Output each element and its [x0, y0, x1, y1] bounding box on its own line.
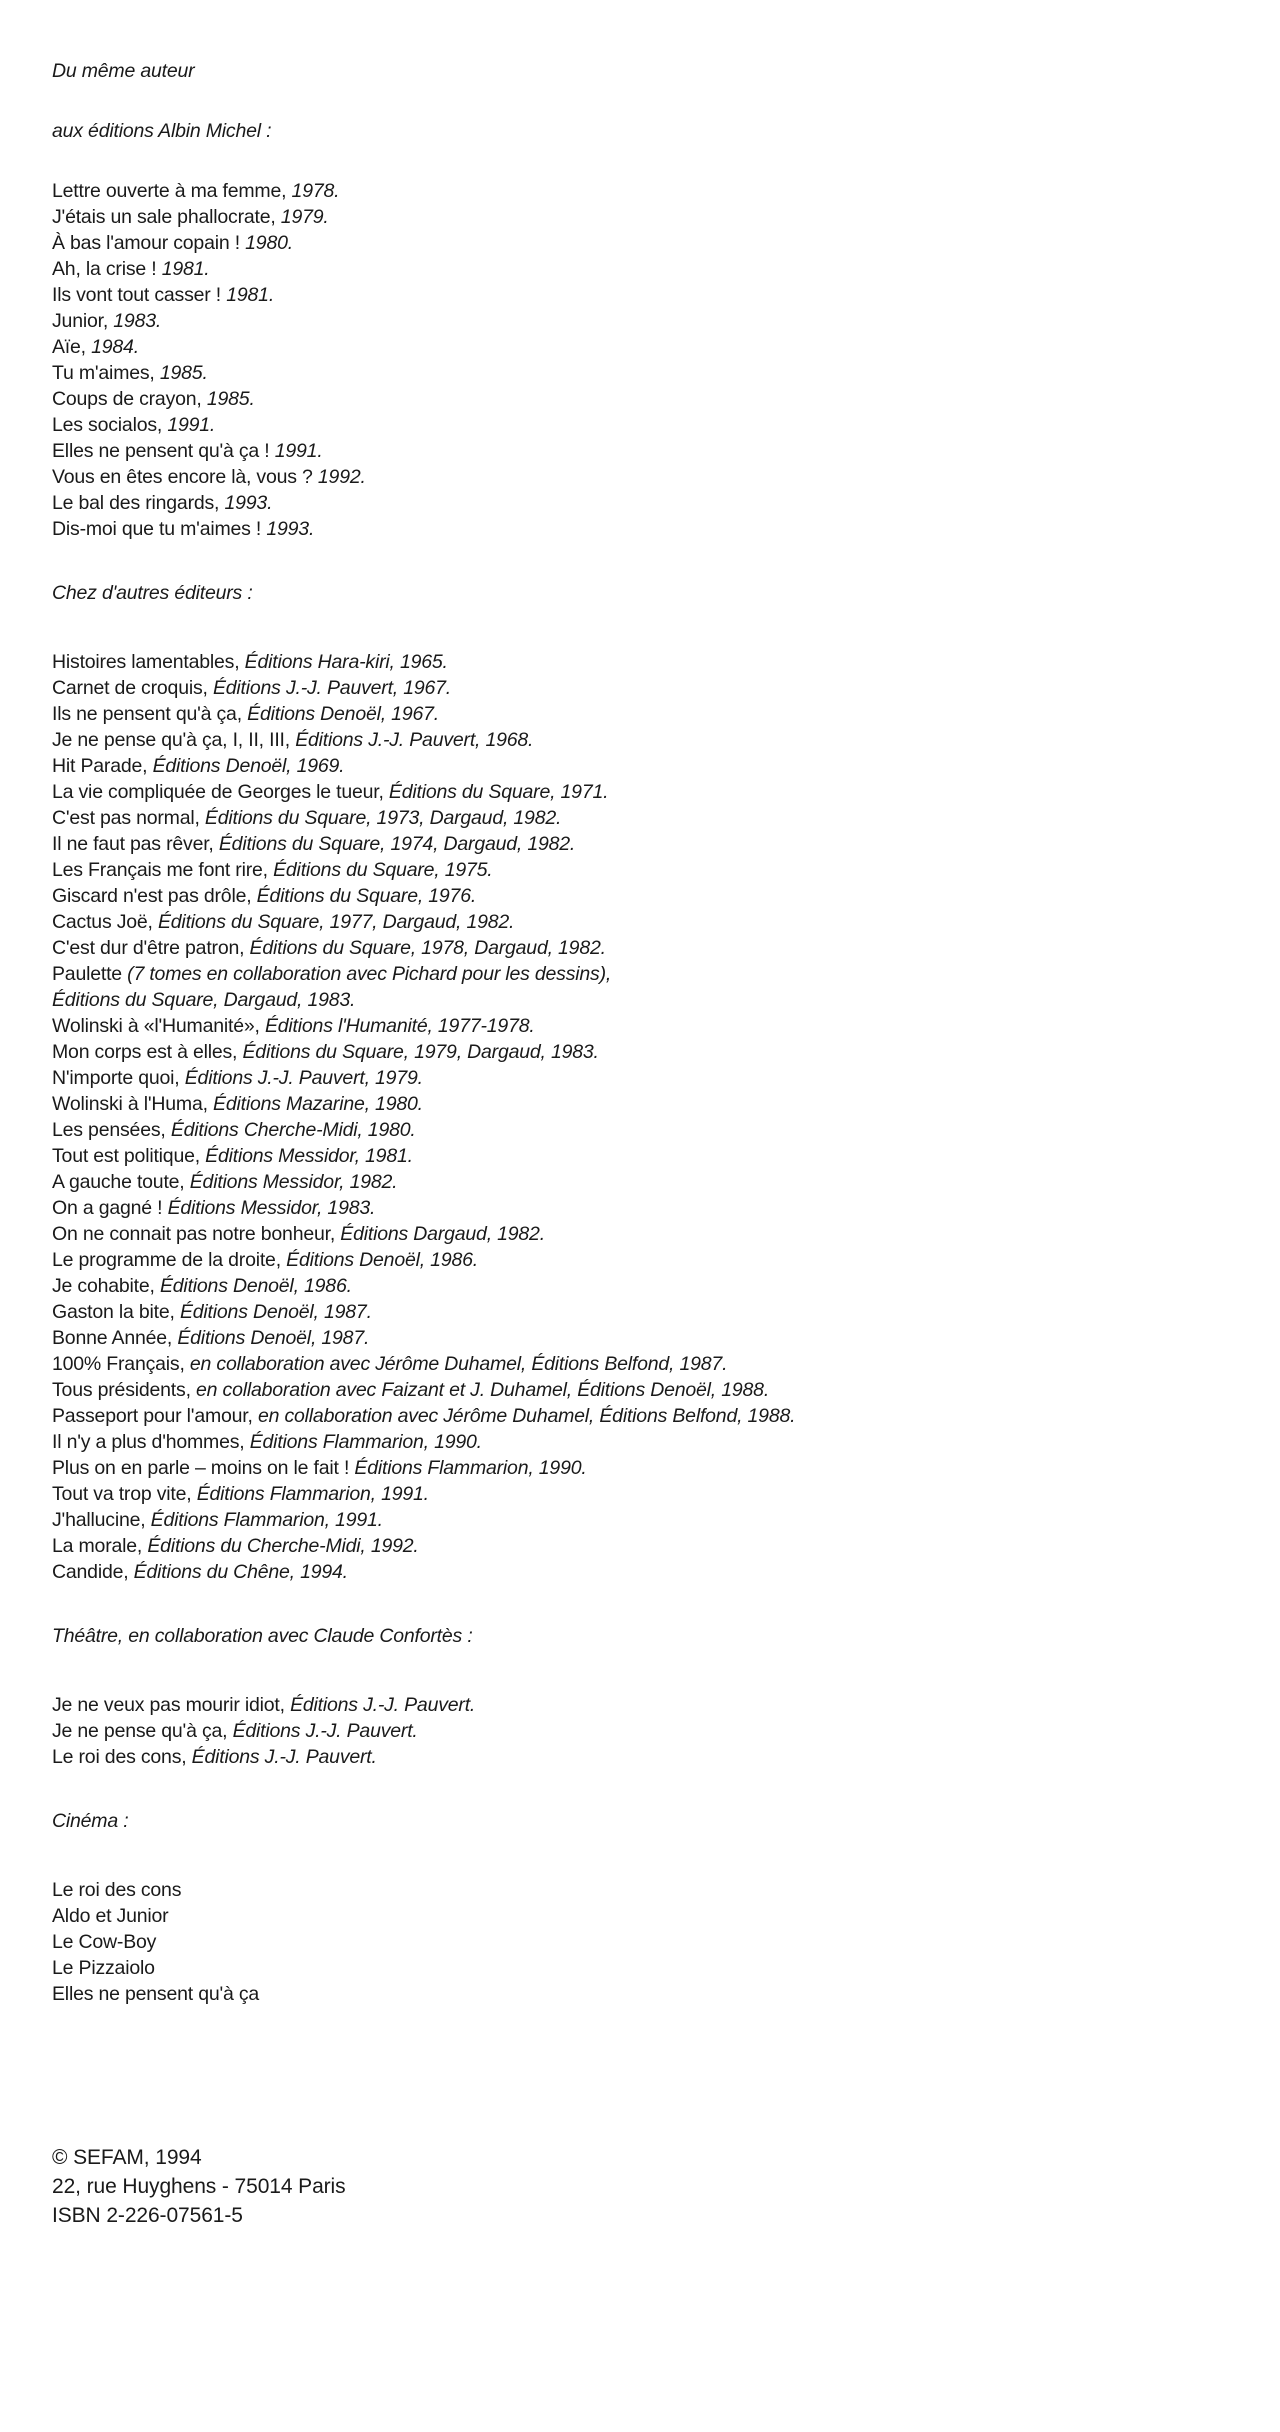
item-title: Le bal des ringards,: [52, 492, 220, 514]
list-item: [52, 909, 1232, 935]
item-detail: 1985.: [201, 388, 255, 410]
item-title: C'est dur d'être patron,: [52, 937, 245, 959]
item-detail: Éditions Hara-kiri, 1965.: [239, 651, 448, 673]
list-item: [52, 412, 1232, 438]
item-detail: Éditions Messidor, 1983.: [162, 1197, 376, 1219]
list-item: [52, 386, 1232, 412]
item-detail: 1991.: [269, 440, 323, 462]
item-detail: Éditions Messidor, 1982.: [184, 1171, 398, 1193]
item-detail: Éditions J.-J. Pauvert.: [284, 1694, 476, 1716]
item-detail: en collaboration avec Jérôme Duhamel, Éditions Belfond, 1987.: [184, 1353, 728, 1375]
theatre-heading: Théâtre, en collaboration avec Claude Confortès :: [52, 1625, 473, 1647]
list-item: [52, 1692, 1232, 1718]
item-title: Dis-moi que tu m'aimes !: [52, 518, 262, 540]
item-title: J'hallucine,: [52, 1509, 146, 1531]
list-item: [52, 1744, 1232, 1770]
item-title: Le roi des cons,: [52, 1746, 187, 1768]
item-detail: 1981.: [156, 258, 210, 280]
item-title: Cactus Joë,: [52, 911, 153, 933]
list-item: [52, 1065, 1232, 1091]
list-item: Aldo et Junior: [52, 1905, 169, 1927]
list-item: [52, 831, 1232, 857]
list-item: [52, 1013, 1232, 1039]
albin-michel-list: [52, 178, 1232, 542]
item-detail: Éditions du Square, 1978, Dargaud, 1982.: [244, 937, 606, 959]
item-title: Je ne pense qu'à ça, I, II, III,: [52, 729, 290, 751]
item-title: Le programme de la droite,: [52, 1249, 281, 1271]
item-title: N'importe quoi,: [52, 1067, 180, 1089]
item-title: Je ne veux pas mourir idiot,: [52, 1694, 285, 1716]
list-item: [52, 1195, 1232, 1221]
item-title: Tout est politique,: [52, 1145, 200, 1167]
item-title: J'étais un sale phallocrate,: [52, 206, 276, 228]
item-detail: Éditions Cherche-Midi, 1980.: [165, 1119, 416, 1141]
item-detail: en collaboration avec Jérôme Duhamel, Éditions Belfond, 1988.: [252, 1405, 796, 1427]
list-item: [52, 256, 1232, 282]
item-detail: Éditions du Square, 1977, Dargaud, 1982.: [152, 911, 515, 933]
list-item: [52, 883, 1232, 909]
item-detail: Éditions Mazarine, 1980.: [207, 1093, 423, 1115]
item-title: Junior,: [52, 310, 109, 332]
item-title: On a gagné !: [52, 1197, 163, 1219]
list-item: [52, 675, 1232, 701]
list-item: [52, 308, 1232, 334]
list-item: [52, 360, 1232, 386]
item-detail: Éditions J.-J. Pauvert, 1968.: [289, 729, 534, 751]
item-title: Paulette: [52, 963, 122, 985]
item-title: 100% Français,: [52, 1353, 185, 1375]
item-title: Elles ne pensent qu'à ça !: [52, 440, 270, 462]
item-detail: 1983.: [108, 310, 162, 332]
item-detail: Éditions Denoël, 1986.: [280, 1249, 478, 1271]
header-by-author: Du même auteur: [52, 60, 195, 82]
item-title: Giscard n'est pas drôle,: [52, 885, 252, 907]
item-title: Mon corps est à elles,: [52, 1041, 238, 1063]
list-item: [52, 516, 1232, 542]
item-detail: Éditions Denoël, 1986.: [154, 1275, 352, 1297]
item-title: Histoires lamentables,: [52, 651, 240, 673]
item-detail: Éditions du Square, 1975.: [267, 859, 493, 881]
item-detail: Éditions J.-J. Pauvert.: [186, 1746, 377, 1768]
item-title: Gaston la bite,: [52, 1301, 175, 1323]
list-item: [52, 334, 1232, 360]
theatre-list: [52, 1692, 1232, 1770]
list-item: [52, 649, 1232, 675]
item-title: A gauche toute,: [52, 1171, 185, 1193]
item-detail: 1985.: [154, 362, 208, 384]
list-item: [52, 1533, 1232, 1559]
item-title: Les pensées,: [52, 1119, 166, 1141]
item-title: Plus on en parle – moins on le fait !: [52, 1457, 350, 1479]
list-item: [52, 1117, 1232, 1143]
item-title: Il n'y a plus d'hommes,: [52, 1431, 245, 1453]
item-detail: Éditions du Square, Dargaud, 1983.: [52, 989, 356, 1011]
list-item: [52, 1143, 1232, 1169]
list-item: [52, 1429, 1232, 1455]
list-item: [52, 1039, 1232, 1065]
item-title: Vous en êtes encore là, vous ?: [52, 466, 313, 488]
list-item: [52, 1351, 1232, 1377]
item-detail: Éditions Flammarion, 1991.: [145, 1509, 383, 1531]
item-title: Les Français me font rire,: [52, 859, 268, 881]
list-item: [52, 753, 1232, 779]
address-line: 22, rue Huyghens - 75014 Paris: [52, 2175, 346, 2198]
item-detail: Éditions J.-J. Pauvert.: [227, 1720, 418, 1742]
item-detail: Éditions du Square, 1976.: [251, 885, 477, 907]
item-title: Je cohabite,: [52, 1275, 155, 1297]
list-item: [52, 1455, 1232, 1481]
cinema-heading: Cinéma :: [52, 1810, 129, 1832]
item-title: Coups de crayon,: [52, 388, 202, 410]
item-detail: Éditions Dargaud, 1982.: [335, 1223, 545, 1245]
item-title: C'est pas normal,: [52, 807, 200, 829]
cinema-list: [52, 1877, 1232, 2007]
item-title: Tout va trop vite,: [52, 1483, 192, 1505]
list-item: [52, 1481, 1232, 1507]
copyright-line: © SEFAM, 1994: [52, 2146, 202, 2169]
list-item: Le Cow-Boy: [52, 1931, 157, 1953]
item-detail: 1991.: [162, 414, 216, 436]
list-item: [52, 1221, 1232, 1247]
item-title: La vie compliquée de Georges le tueur,: [52, 781, 384, 803]
list-item: [52, 727, 1232, 753]
list-item: [52, 779, 1232, 805]
item-detail: Éditions Denoël, 1967.: [241, 703, 439, 725]
list-item: [52, 1377, 1232, 1403]
item-title: Tous présidents,: [52, 1379, 191, 1401]
item-detail: Éditions J.-J. Pauvert, 1979.: [179, 1067, 423, 1089]
item-title: Je ne pense qu'à ça,: [52, 1720, 228, 1742]
colophon: [52, 2143, 346, 2230]
item-title: Bonne Année,: [52, 1327, 173, 1349]
item-title: Wolinski à l'Huma,: [52, 1093, 208, 1115]
item-title: Hit Parade,: [52, 755, 148, 777]
list-item: [52, 1169, 1232, 1195]
list-item: [52, 805, 1232, 831]
other-publishers-list: [52, 649, 1232, 1585]
item-detail: (7 tomes en collaboration avec Pichard pour les dessins),: [121, 963, 612, 985]
item-title: Tu m'aimes,: [52, 362, 155, 384]
list-item: Elles ne pensent qu'à ça: [52, 1983, 260, 2005]
others-heading: Chez d'autres éditeurs :: [52, 582, 253, 604]
item-title: Ils ne pensent qu'à ça,: [52, 703, 242, 725]
item-title: Lettre ouverte à ma femme,: [52, 180, 287, 202]
item-detail: Éditions du Chêne, 1994.: [128, 1561, 348, 1583]
item-title: On ne connait pas notre bonheur,: [52, 1223, 336, 1245]
list-item: [52, 230, 1232, 256]
list-item: [52, 1559, 1232, 1585]
list-item: [52, 1507, 1232, 1533]
item-detail: en collaboration avec Faizant et J. Duhamel, Éditions Denoël, 1988.: [190, 1379, 770, 1401]
list-item: [52, 701, 1232, 727]
bibliography: [52, 58, 1232, 2007]
list-item: [52, 178, 1232, 204]
list-item: [52, 282, 1232, 308]
item-detail: Éditions Denoël, 1987.: [172, 1327, 370, 1349]
item-detail: Éditions du Square, 1974, Dargaud, 1982.: [213, 833, 576, 855]
list-item: [52, 935, 1232, 961]
list-item: [52, 1403, 1232, 1429]
item-detail: Éditions du Cherche-Midi, 1992.: [142, 1535, 419, 1557]
item-detail: Éditions du Square, 1973, Dargaud, 1982.: [199, 807, 562, 829]
item-title: Carnet de croquis,: [52, 677, 208, 699]
list-item: Le Pizzaiolo: [52, 1957, 155, 1979]
item-detail: 1984.: [85, 336, 139, 358]
item-detail: Éditions Flammarion, 1990.: [349, 1457, 587, 1479]
item-title: Les socialos,: [52, 414, 163, 436]
item-detail: Éditions Messidor, 1981.: [199, 1145, 413, 1167]
list-item: [52, 1273, 1232, 1299]
item-title: Ils vont tout casser !: [52, 284, 222, 306]
item-detail: Éditions du Square, 1979, Dargaud, 1983.: [237, 1041, 599, 1063]
item-title: À bas l'amour copain !: [52, 232, 240, 254]
item-detail: Éditions l'Humanité, 1977-1978.: [259, 1015, 535, 1037]
list-item: [52, 464, 1232, 490]
item-title: Aïe,: [52, 336, 86, 358]
item-detail: 1993.: [219, 492, 273, 514]
item-detail: Éditions Denoël, 1987.: [174, 1301, 372, 1323]
item-detail: Éditions Flammarion, 1990.: [244, 1431, 482, 1453]
item-title: Il ne faut pas rêver,: [52, 833, 214, 855]
list-item: [52, 1247, 1232, 1273]
item-detail: 1992.: [312, 466, 366, 488]
item-title: Ah, la crise !: [52, 258, 157, 280]
list-item: [52, 438, 1232, 464]
list-item: [52, 961, 1232, 987]
item-detail: 1980.: [239, 232, 293, 254]
list-item: [52, 987, 1232, 1013]
list-item: Le roi des cons: [52, 1879, 182, 1901]
item-detail: 1981.: [221, 284, 275, 306]
item-detail: Éditions Denoël, 1969.: [147, 755, 345, 777]
header-publisher: aux éditions Albin Michel :: [52, 120, 272, 142]
item-detail: Éditions J.-J. Pauvert, 1967.: [207, 677, 452, 699]
item-detail: 1979.: [275, 206, 329, 228]
item-detail: 1978.: [286, 180, 340, 202]
list-item: [52, 204, 1232, 230]
item-title: Passeport pour l'amour,: [52, 1405, 253, 1427]
item-detail: Éditions du Square, 1971.: [383, 781, 609, 803]
isbn-line: ISBN 2-226-07561-5: [52, 2204, 243, 2227]
item-title: Wolinski à «l'Humanité»,: [52, 1015, 260, 1037]
item-detail: 1993.: [261, 518, 315, 540]
item-detail: Éditions Flammarion, 1991.: [191, 1483, 429, 1505]
item-title: La morale,: [52, 1535, 143, 1557]
item-title: Candide,: [52, 1561, 129, 1583]
list-item: [52, 1325, 1232, 1351]
list-item: [52, 1299, 1232, 1325]
list-item: [52, 857, 1232, 883]
list-item: [52, 1718, 1232, 1744]
list-item: [52, 1091, 1232, 1117]
list-item: [52, 490, 1232, 516]
